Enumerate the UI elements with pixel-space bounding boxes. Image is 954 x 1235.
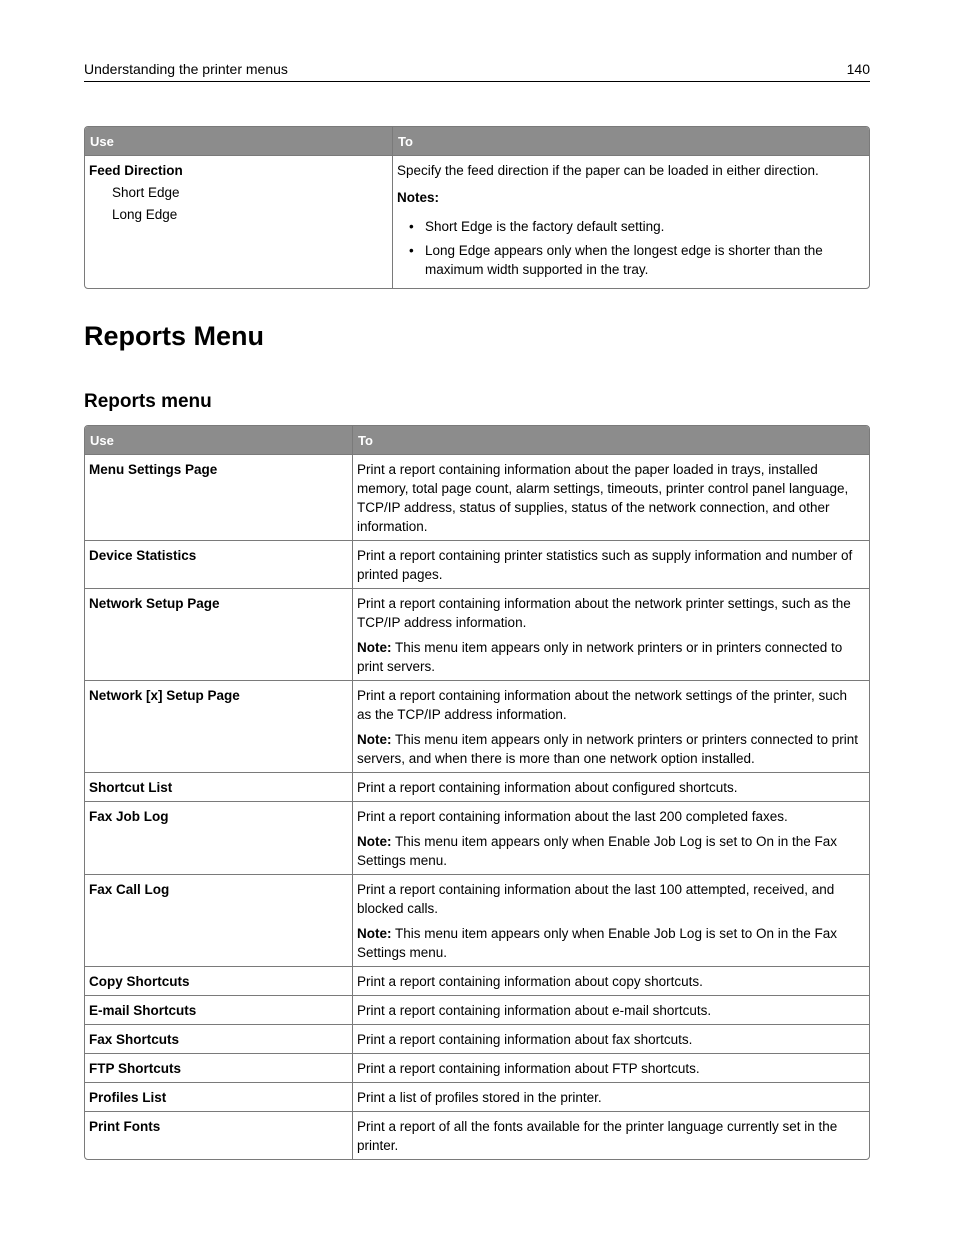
column-header-to: To xyxy=(353,426,869,455)
description: Print a report containing information about the network settings of the printer, such as the TCP/IP address information. xyxy=(357,688,848,722)
table-row xyxy=(85,773,869,802)
use-cell xyxy=(85,773,353,802)
menu-item-name: Network [x] Setup Page xyxy=(89,688,240,703)
table-row xyxy=(85,681,869,773)
notes-label: Notes: xyxy=(397,190,440,205)
menu-item-name: Print Fonts xyxy=(89,1119,161,1134)
column-header-use: Use xyxy=(85,426,353,455)
description: Specify the feed direction if the paper can be loaded in either direction. xyxy=(397,163,819,178)
use-cell xyxy=(85,967,353,996)
use-cell xyxy=(85,681,353,773)
to-cell xyxy=(353,996,869,1025)
note-label: Note: xyxy=(357,926,392,941)
use-cell xyxy=(85,589,353,681)
bullet-icon: • xyxy=(409,243,414,258)
to-cell xyxy=(353,589,869,681)
page-number: 140 xyxy=(846,61,870,77)
to-cell xyxy=(353,773,869,802)
description: Print a report containing information about the paper loaded in trays, installed memory, total page count, alarm settings, timeouts, printer control panel language, TCP/IP address, status of supplies, status of the network connection, and other information. xyxy=(357,462,849,534)
description: Print a report containing information about FTP shortcuts. xyxy=(357,1061,700,1076)
use-cell xyxy=(85,802,353,875)
table-row xyxy=(85,589,869,681)
table-row xyxy=(85,1054,869,1083)
menu-item-name: Device Statistics xyxy=(89,548,197,563)
menu-item-name: Feed Direction xyxy=(89,163,183,178)
note xyxy=(357,730,865,768)
note xyxy=(357,638,865,676)
table-row xyxy=(85,802,869,875)
description: Print a list of profiles stored in the printer. xyxy=(357,1090,602,1105)
description: Print a report of all the fonts available for the printer language currently set in the printer. xyxy=(357,1119,838,1153)
description: Print a report containing information about copy shortcuts. xyxy=(357,974,703,989)
list-item: • Long Edge appears only when the longest edge is shorter than the maximum width supported in the tray. xyxy=(409,243,823,277)
subsection-title: Reports menu xyxy=(84,391,212,412)
to-cell xyxy=(353,1025,869,1054)
table-row xyxy=(85,1025,869,1054)
table-row xyxy=(85,541,869,589)
feed-direction-table xyxy=(84,126,870,289)
table-row xyxy=(85,1112,869,1159)
table-row xyxy=(85,875,869,967)
bullet-icon: • xyxy=(409,219,414,234)
to-cell xyxy=(353,1054,869,1083)
use-cell xyxy=(85,1083,353,1112)
description: Print a report containing information about fax shortcuts. xyxy=(357,1032,693,1047)
to-cell xyxy=(353,455,869,541)
menu-item-name: Network Setup Page xyxy=(89,596,220,611)
option-long-edge: Long Edge xyxy=(112,207,178,222)
to-cell xyxy=(353,875,869,967)
description: Print a report containing information about e-mail shortcuts. xyxy=(357,1003,712,1018)
menu-item-name: Fax Call Log xyxy=(89,882,170,897)
menu-item-name: FTP Shortcuts xyxy=(89,1061,182,1076)
table-row xyxy=(85,1083,869,1112)
header-title: Understanding the printer menus xyxy=(84,61,288,77)
menu-item-name: Menu Settings Page xyxy=(89,462,218,477)
note-text: This menu item appears only in network printers or in printers connected to print servers. xyxy=(357,640,843,674)
use-cell xyxy=(85,541,353,589)
column-header-use: Use xyxy=(85,127,393,156)
use-cell xyxy=(85,875,353,967)
note-text: This menu item appears only when Enable Job Log is set to On in the Fax Settings menu. xyxy=(357,834,838,868)
notes-list xyxy=(397,217,865,279)
note xyxy=(357,832,865,870)
option-short-edge: Short Edge xyxy=(112,185,180,200)
note-label: Note: xyxy=(357,640,392,655)
menu-item-name: Fax Job Log xyxy=(89,809,169,824)
to-cell xyxy=(353,541,869,589)
page-header xyxy=(84,60,870,82)
table-row xyxy=(85,156,869,288)
to-cell xyxy=(393,156,869,288)
reports-menu-table xyxy=(84,425,870,1160)
menu-item-name: Copy Shortcuts xyxy=(89,974,190,989)
menu-item-name: E-mail Shortcuts xyxy=(89,1003,197,1018)
use-cell xyxy=(85,156,393,288)
description: Print a report containing information about the network printer settings, such as the TCP/IP address information. xyxy=(357,596,851,630)
description: Print a report containing information about configured shortcuts. xyxy=(357,780,738,795)
description: Print a report containing information about the last 200 completed faxes. xyxy=(357,809,788,824)
table-row xyxy=(85,967,869,996)
column-header-to: To xyxy=(393,127,869,156)
use-cell xyxy=(85,1025,353,1054)
menu-item-name: Profiles List xyxy=(89,1090,167,1105)
use-cell xyxy=(85,455,353,541)
table-row xyxy=(85,996,869,1025)
table-row xyxy=(85,455,869,541)
to-cell xyxy=(353,802,869,875)
note xyxy=(357,924,865,962)
use-cell xyxy=(85,1054,353,1083)
to-cell xyxy=(353,967,869,996)
note-label: Note: xyxy=(357,732,392,747)
note-text: This menu item appears only in network printers or printers connected to print servers, and when there is more than one network option installed. xyxy=(357,732,858,766)
to-cell xyxy=(353,681,869,773)
description: Print a report containing information about the last 100 attempted, received, and blocked calls. xyxy=(357,882,835,916)
use-cell xyxy=(85,996,353,1025)
list-item: • Short Edge is the factory default setting. xyxy=(409,219,665,234)
to-cell xyxy=(353,1083,869,1112)
description: Print a report containing printer statistics such as supply information and number of printed pages. xyxy=(357,548,853,582)
use-cell xyxy=(85,1112,353,1159)
to-cell xyxy=(353,1112,869,1159)
note-label: Note: xyxy=(357,834,392,849)
note-text: This menu item appears only when Enable Job Log is set to On in the Fax Settings menu. xyxy=(357,926,838,960)
section-title: Reports Menu xyxy=(84,321,265,351)
menu-item-name: Fax Shortcuts xyxy=(89,1032,180,1047)
menu-item-name: Shortcut List xyxy=(89,780,173,795)
